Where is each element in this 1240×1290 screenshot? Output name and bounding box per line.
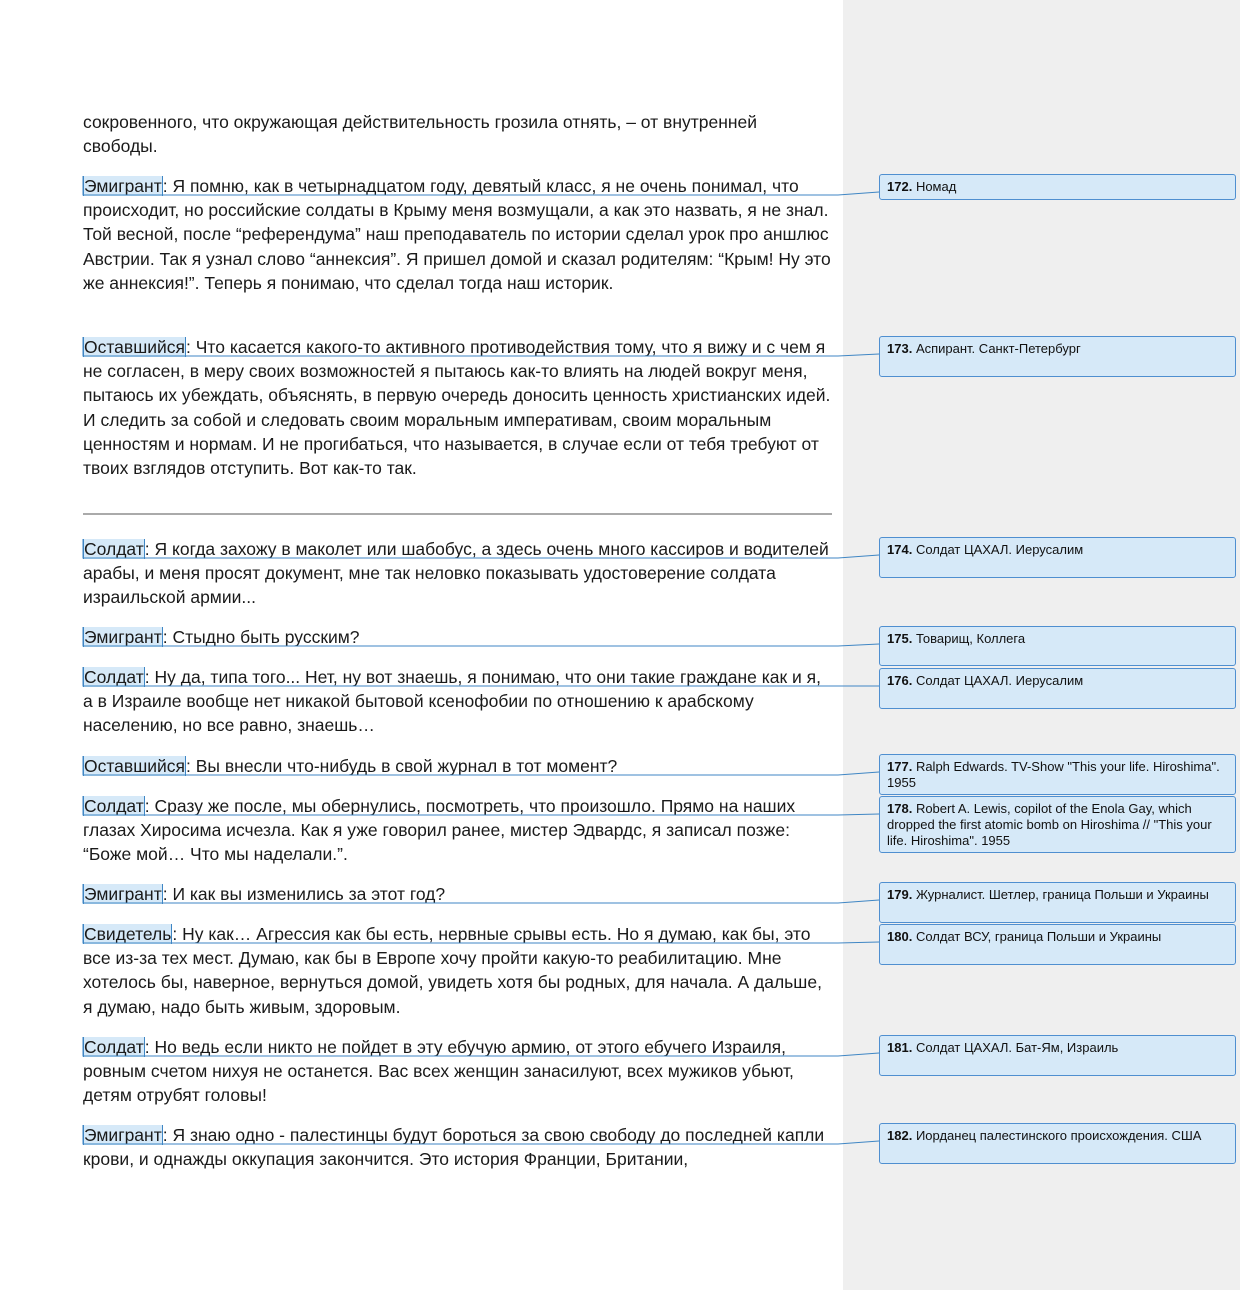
comment-number: 181.: [887, 1040, 913, 1055]
speaker-highlight[interactable]: Эмигрант: [84, 176, 162, 196]
paragraph-text: : Я помню, как в четырнадцатом году, девятый класс, я не очень понимал, что происходит, но российские солдаты в Крыму меня возмущали, а как это назвать, я не знал. Той весной, после “референдума” наш преподаватель по истории сделал урок про аншлюс Австрии. Так я узнал слово “аннексия”. Я пришел домой и сказал родителям: “Крым! Ну это же аннексия!”. Теперь я понимаю, что сделал тогда наш историк.: [83, 176, 831, 293]
comment-text: Robert A. Lewis, copilot of the Enola Gay, which dropped the first atomic bomb on Hiroshima // "This your life. Hiroshima". 1955: [887, 801, 1212, 848]
speaker-highlight[interactable]: Солдат: [84, 667, 144, 687]
comment-text: Журналист. Шетлер, граница Польши и Украины: [915, 887, 1209, 902]
paragraph: [83, 794, 833, 867]
comment-number: 180.: [887, 929, 913, 944]
paragraph: [83, 882, 833, 906]
comment-text: Номад: [915, 179, 957, 194]
paragraph-text: : Но ведь если никто не пойдет в эту ебучую армию, от этого ебучего Израиля, ровным счетом нихуя не останется. Вас всех женщин занасилуют, всех мужиков убьют, детям отрубят головы!: [83, 1037, 794, 1106]
comment-balloon[interactable]: [879, 754, 1236, 795]
comment-balloon[interactable]: [879, 796, 1236, 853]
paragraph-text: : Стыдно быть русским?: [162, 627, 360, 647]
paragraph: [83, 922, 833, 1019]
comment-balloon[interactable]: [879, 1035, 1236, 1076]
comment-number: 172.: [887, 179, 913, 194]
comment-number: 173.: [887, 341, 913, 356]
comment-balloon[interactable]: [879, 537, 1236, 578]
section-separator: [83, 513, 832, 515]
paragraph: [83, 110, 833, 158]
paragraph-text: : Ну да, типа того... Нет, ну вот знаешь, я понимаю, что они такие граждане как и я, а в Израиле вообще нет никакой бытовой ксенофобии по отношению к арабскому населению, но все равно, знаешь…: [83, 667, 822, 736]
comment-balloon[interactable]: [879, 924, 1236, 965]
comment-balloon[interactable]: [879, 626, 1236, 666]
comment-text: Товарищ, Коллега: [915, 631, 1026, 646]
paragraph: [83, 1123, 833, 1171]
comment-text: Солдат ЦАХАЛ. Иерусалим: [915, 673, 1084, 688]
paragraph: [83, 754, 833, 778]
paragraph-text: : Вы внесли что-нибудь в свой журнал в тот момент?: [186, 756, 618, 776]
speaker-highlight[interactable]: Эмигрант: [84, 884, 162, 904]
comment-text: Ralph Edwards. TV-Show "This your life. Hiroshima". 1955: [887, 759, 1220, 790]
speaker-highlight[interactable]: Свидетель: [84, 924, 172, 944]
paragraph: [83, 665, 833, 738]
comment-number: 175.: [887, 631, 913, 646]
comment-text: Солдат ВСУ, граница Польши и Украины: [915, 929, 1162, 944]
speaker-highlight[interactable]: Солдат: [84, 1037, 144, 1057]
comment-balloon[interactable]: [879, 174, 1236, 200]
comment-number: 176.: [887, 673, 913, 688]
paragraph: [83, 174, 833, 295]
speaker-highlight[interactable]: Эмигрант: [84, 1125, 162, 1145]
paragraph-text: : Что касается какого-то активного противодействия тому, что я вижу и с чем я не согласен, в меру своих возможностей я пытаюсь как-то влиять на людей вокруг меня, пытаюсь их убеждать, объяснять, в первую очередь доносить ценность христианских идей. И следить за собой и следовать своим моральным императивам, своим моральным ценностям и нормам. И не прогибаться, что называется, в случае если от тебя требуют от твоих взглядов отступить. Вот как-то так.: [83, 337, 831, 479]
paragraph-text: : Ну как… Агрессия как бы есть, нервные срывы есть. Но я думаю, как бы, это все из-за тех мест. Думаю, как бы в Европе хочу пройти какую-то реабилитацию. Мне хотелось бы, наверное, вернуться домой, увидеть хотя бы родных, для начала. А дальше, я думаю, надо быть живым, здоровым.: [83, 924, 822, 1017]
paragraph-text: сокровенного, что окружающая действительность грозила отнять, – от внутренней свободы.: [83, 112, 758, 157]
comment-balloon[interactable]: [879, 336, 1236, 377]
comment-number: 174.: [887, 542, 913, 557]
paragraph-text: : Я знаю одно - палестинцы будут бороться за свою свободу до последней капли крови, и однажды оккупация закончится. Это история Франции, Британии,: [83, 1125, 825, 1170]
paragraph: [83, 537, 833, 610]
comment-balloon[interactable]: [879, 882, 1236, 923]
paragraph: [83, 335, 833, 480]
paragraph: [83, 1035, 833, 1108]
comment-number: 177.: [887, 759, 913, 774]
paragraph-text: : И как вы изменились за этот год?: [162, 884, 446, 904]
paragraph-text: : Сразу же после, мы обернулись, посмотреть, что произошло. Прямо на наших глазах Хиросима исчезла. Как я уже говорил ранее, мистер Эдвардс, я записал позже: “Боже мой… Что мы наделали.”.: [83, 796, 796, 865]
paragraph: [83, 625, 833, 649]
comment-text: Иорданец палестинского происхождения. США: [915, 1128, 1202, 1143]
speaker-highlight[interactable]: Солдат: [84, 539, 144, 559]
comment-text: Солдат ЦАХАЛ. Иерусалим: [915, 542, 1084, 557]
speaker-highlight[interactable]: Оставшийся: [84, 756, 186, 776]
speaker-highlight[interactable]: Эмигрант: [84, 627, 162, 647]
paragraph-text: : Я когда захожу в маколет или шабобус, а здесь очень много кассиров и водителей арабы, и меня просят документ, мне так неловко показывать удостоверение солдата израильской армии...: [83, 539, 829, 608]
comment-number: 178.: [887, 801, 913, 816]
comment-number: 182.: [887, 1128, 913, 1143]
comment-text: Солдат ЦАХАЛ. Бат-Ям, Израиль: [915, 1040, 1119, 1055]
comment-balloon[interactable]: [879, 668, 1236, 709]
speaker-highlight[interactable]: Солдат: [84, 796, 144, 816]
speaker-highlight[interactable]: Оставшийся: [84, 337, 186, 357]
comment-balloon[interactable]: [879, 1123, 1236, 1164]
comment-number: 179.: [887, 887, 913, 902]
comment-text: Аспирант. Санкт-Петербург: [915, 341, 1081, 356]
